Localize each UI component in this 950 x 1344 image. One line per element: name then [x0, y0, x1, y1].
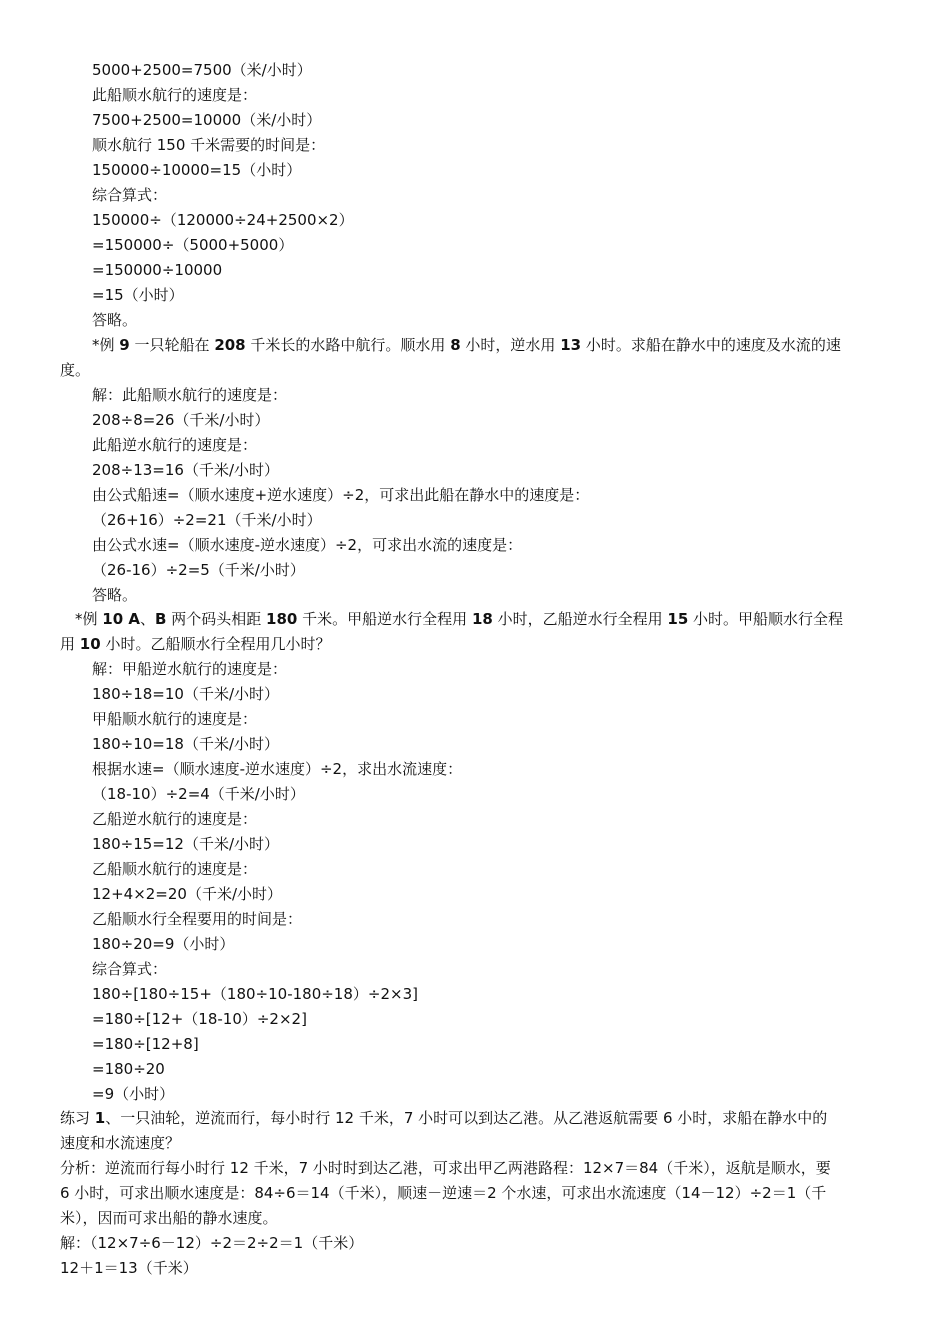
analysis-line: 分析：逆流而行每小时行 12 千米，7 小时时到达乙港，可求出甲乙两港路程：12×7＝84（千米），返航是顺水，要 [60, 1159, 831, 1177]
text-line: 乙船逆水航行的速度是： [92, 810, 258, 828]
text-line: 180÷15=12（千米/小时） [92, 835, 279, 853]
number-bold: 180 [266, 610, 298, 628]
text-line: =150000÷10000 [92, 261, 223, 279]
text-line: 此船逆水航行的速度是： [92, 436, 258, 454]
number-bold: 8 [450, 336, 461, 354]
practice-question-line [60, 1106, 827, 1131]
text-segment: 小时。乙船顺水行全程用几小时？ [105, 635, 331, 653]
text-segment: 、一只油轮，逆流而行，每小时行 12 千米，7 小时可以到达乙港。从乙港返航需要 6 小时，求船在静水中的 [105, 1109, 828, 1127]
text-segment: 一只轮船在 [134, 336, 210, 354]
number-bold: 208 [214, 336, 246, 354]
number-bold: B [155, 610, 167, 628]
text-line: =180÷[12+8] [92, 1035, 199, 1053]
text-segment: 千米长的水路中航行。顺水用 [250, 336, 446, 354]
text-line: 由公式船速=（顺水速度+逆水速度）÷2，可求出此船在静水中的速度是： [92, 486, 590, 504]
text-line: 12+4×2=20（千米/小时） [92, 885, 283, 903]
practice-number: 1 [94, 1109, 106, 1127]
number-bold: 15 [667, 610, 689, 628]
text-line: 速度和水流速度？ [60, 1134, 181, 1152]
analysis-line: 6 小时，可求出顺水速度是：84÷6＝14（千米），顺速－逆速＝2 个水速，可求出水流速度（14－12）÷2＝1（千 [60, 1184, 827, 1202]
example-label: *例 [92, 336, 115, 354]
solution-line: 12＋1＝13（千米） [60, 1259, 198, 1277]
text-line: 甲船顺水航行的速度是： [92, 710, 258, 728]
text-line: 150000÷10000=15（小时） [92, 161, 302, 179]
text-line: 5000+2500=7500（米/小时） [92, 61, 312, 79]
text-line: 根据水速=（顺水速度-逆水速度）÷2，求出水流速度： [92, 760, 463, 778]
text-segment: 千米。甲船逆水行全程用 [302, 610, 468, 628]
text-line: 答略。 [92, 586, 138, 604]
text-line: 由公式水速=（顺水速度-逆水速度）÷2，可求出水流的速度是： [92, 536, 523, 554]
text-line: =150000÷（5000+5000） [92, 236, 294, 254]
text-line: 180÷[180÷15+（180÷10-180÷18）÷2×3] [92, 985, 418, 1003]
text-line: 180÷18=10（千米/小时） [92, 685, 279, 703]
text-line: =9（小时） [92, 1085, 175, 1103]
example-number: 10 A [102, 610, 141, 628]
text-line: 7500+2500=10000（米/小时） [92, 111, 322, 129]
number-bold: 10 [79, 635, 101, 653]
solution-line: 解：（12×7÷6－12）÷2＝2÷2＝1（千米） [60, 1234, 364, 1252]
text-segment: 、 [140, 610, 156, 628]
text-line: =15（小时） [92, 286, 184, 304]
text-line: （26-16）÷2=5（千米/小时） [92, 561, 305, 579]
text-line: =180÷[12+（18-10）÷2×2] [92, 1010, 307, 1028]
text-line: 答略。 [92, 311, 138, 329]
text-line: 180÷20=9（小时） [92, 935, 235, 953]
number-bold: 18 [471, 610, 493, 628]
example-number: 9 [119, 336, 130, 354]
text-line: 乙船顺水航行的速度是： [92, 860, 258, 878]
example-9-heading [92, 333, 841, 358]
text-line: 208÷8=26（千米/小时） [92, 411, 270, 429]
text-line: 150000÷（120000÷24+2500×2） [92, 211, 354, 229]
text-line: （26+16）÷2=21（千米/小时） [92, 511, 322, 529]
text-line: 解：此船顺水航行的速度是： [92, 386, 288, 404]
text-line: （18-10）÷2=4（千米/小时） [92, 785, 305, 803]
text-segment: 小时。甲船顺水行全程 [693, 610, 844, 628]
analysis-line: 米），因而可求出船的静水速度。 [60, 1209, 278, 1227]
text-segment: 两个码头相距 [171, 610, 262, 628]
text-line: 208÷13=16（千米/小时） [92, 461, 279, 479]
text-line: 综合算式： [92, 186, 168, 204]
text-line: 乙船顺水行全程要用的时间是： [92, 910, 303, 928]
text-segment: 用 [60, 635, 76, 653]
text-line: 顺水航行 150 千米需要的时间是： [92, 136, 326, 154]
text-segment: 小时，逆水用 [465, 336, 556, 354]
text-line [60, 632, 330, 657]
example-10-heading [75, 607, 843, 632]
text-line: 解：甲船逆水航行的速度是： [92, 660, 288, 678]
text-segment: 小时，乙船逆水行全程用 [497, 610, 663, 628]
number-bold: 13 [560, 336, 582, 354]
text-line: 180÷10=18（千米/小时） [92, 735, 279, 753]
practice-label: 练习 [60, 1109, 91, 1127]
text-line: 度。 [60, 361, 91, 379]
example-label: *例 [75, 610, 98, 628]
text-line: 此船顺水航行的速度是： [92, 86, 258, 104]
text-line: 综合算式： [92, 960, 168, 978]
text-segment: 小时。求船在静水中的速度及水流的速 [585, 336, 841, 354]
text-line: =180÷20 [92, 1060, 165, 1078]
